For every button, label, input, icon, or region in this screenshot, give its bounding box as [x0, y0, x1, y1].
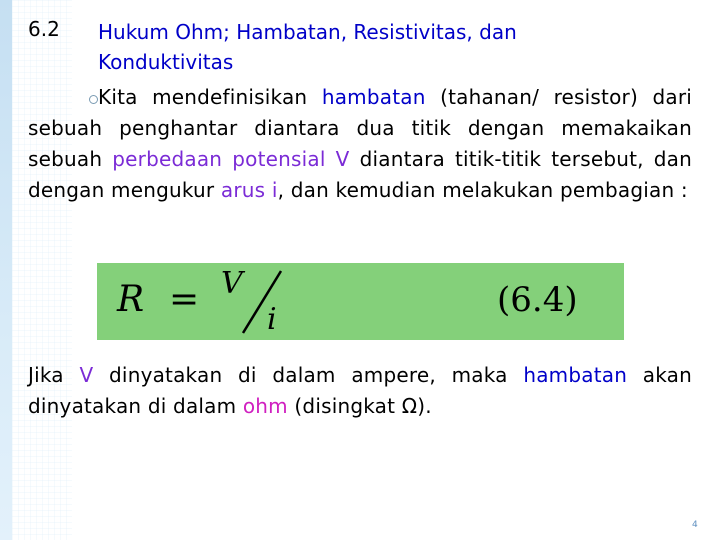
formula-lhs: R — [117, 279, 145, 320]
formula-denominator: i — [267, 302, 277, 337]
equation-number: (6.4) — [497, 280, 578, 320]
slide-title — [98, 17, 658, 77]
definition-paragraph — [28, 82, 692, 206]
formula-equals: = — [169, 279, 200, 320]
formula-box — [97, 263, 624, 340]
formula-numerator: V — [221, 266, 243, 301]
para1-text-3 — [326, 147, 336, 171]
para2-text-1: Jika — [28, 363, 80, 387]
para2-text-3: akan dinyatakan di dalam — [28, 363, 692, 418]
keyword-arus-i: arus i — [220, 178, 278, 202]
keyword-perbedaan-potensial: perbedaan potensial — [112, 147, 326, 171]
page-number: 4 — [692, 520, 698, 530]
keyword-ohm: ohm — [242, 394, 288, 418]
title-line-1: Hukum Ohm; Hambatan, Resistivitas, dan — [98, 20, 517, 44]
para2-text-4: (disingkat Ω). — [287, 394, 432, 418]
para1-text-1: Kita mendefinisikan — [98, 85, 322, 109]
section-number: 6.2 — [28, 17, 60, 41]
unit-paragraph — [28, 360, 692, 422]
keyword-hambatan: hambatan — [321, 85, 426, 109]
keyword-v-2: V — [79, 363, 94, 387]
para1-text-2: (tahanan/ resistor) dari sebuah penghantar diantara dua titik dengan memakaikan sebuah — [28, 85, 692, 171]
ohm-formula — [97, 263, 624, 340]
para1-text-5: , dan kemudian melakukan pembagian : — [277, 178, 688, 202]
title-line-2: Konduktivitas — [98, 50, 234, 74]
para1-text-4: diantara titik-titik tersebut, dan dengan mengukur — [28, 147, 692, 202]
para2-text-2: dinyatakan di dalam ampere, maka — [93, 363, 524, 387]
keyword-hambatan-2: hambatan — [523, 363, 628, 387]
keyword-v: V — [335, 147, 350, 171]
